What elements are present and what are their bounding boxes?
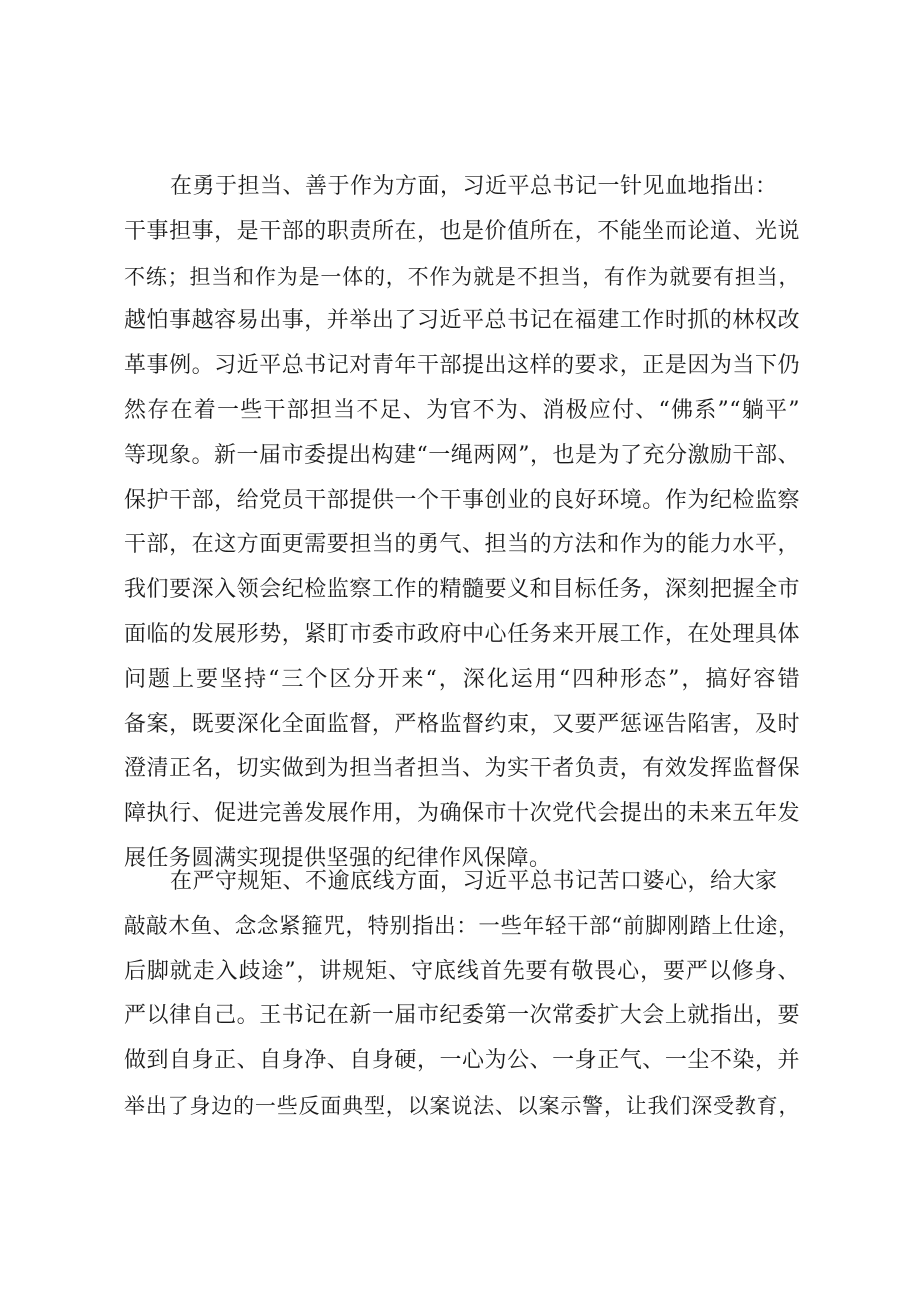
text-line: 在严守规矩、不逾底线方面，习近平总书记苦口婆心，给大家 [170,869,778,894]
text-line: 障执行、促进完善发展作用，为确保市十次党代会提出的未来五年发 [124,801,800,827]
text-line: 做到自身正、自身净、自身硬，一心为公、一身正气、一尘不染，并 [124,1048,800,1074]
text-line: 澄清正名，切实做到为担当者担当、为实干者负责，有效发挥监督保 [124,756,800,782]
text-line: 后脚就走入歧途”，讲规矩、守底线首先要有敬畏心，要严以修身、 [124,958,800,984]
text-line: 越怕事越容易出事，并举出了习近平总书记在福建工作时抓的林权改 [124,308,800,334]
text-line: 保护干部，给党员干部提供一个干事创业的良好环境。作为纪检监察 [124,487,800,513]
text-line: 严以律自己。王书记在新一届市纪委第一次常委扩大会上就指出，要 [124,1003,800,1029]
text-line: 敲敲木鱼、念念紧箍咒，特别指出：一些年轻干部“前脚刚踏上仕途， [124,913,800,939]
text-line: 举出了身边的一些反面典型，以案说法、以案示警，让我们深受教育， [124,1093,800,1118]
paragraph-discipline [124,860,800,1129]
text-line: 干事担事，是干部的职责所在，也是价值所在，不能坐而论道、光说 [124,218,800,244]
text-line: 问题上要坚持“三个区分开来“，深化运用“四种形态”，搞好容错 [124,666,800,692]
text-line: 备案，既要深化全面监督，严格监督约束，又要严惩诬告陷害，及时 [124,711,800,737]
text-line: 我们要深入领会纪检监察工作的精髓要义和目标任务，深刻把握全市 [124,577,800,603]
text-line: 不练；担当和作为是一体的，不作为就是不担当，有作为就要有担当， [124,264,800,289]
text-line: 然存在着一些干部担当不足、为官不为、消极应付、“佛系”“躺平” [124,397,800,423]
text-line: 等现象。新一届市委提出构建“一绳两网”，也是为了充分激励干部、 [124,442,800,468]
text-line: 展任务圆满实现提供坚强的纪律作风保障。 [124,845,552,871]
text-line: 革事例。习近平总书记对青年干部提出这样的要求，正是因为当下仍 [124,353,800,379]
text-line: 干部，在这方面更需要担当的勇气、担当的方法和作为的能力水平， [124,532,800,558]
paragraph-responsibility [124,165,800,882]
text-line: 面临的发展形势，紧盯市委市政府中心任务来开展工作，在处理具体 [124,621,800,647]
text-line: 在勇于担当、善于作为方面，习近平总书记一针见血地指出： [170,174,778,199]
